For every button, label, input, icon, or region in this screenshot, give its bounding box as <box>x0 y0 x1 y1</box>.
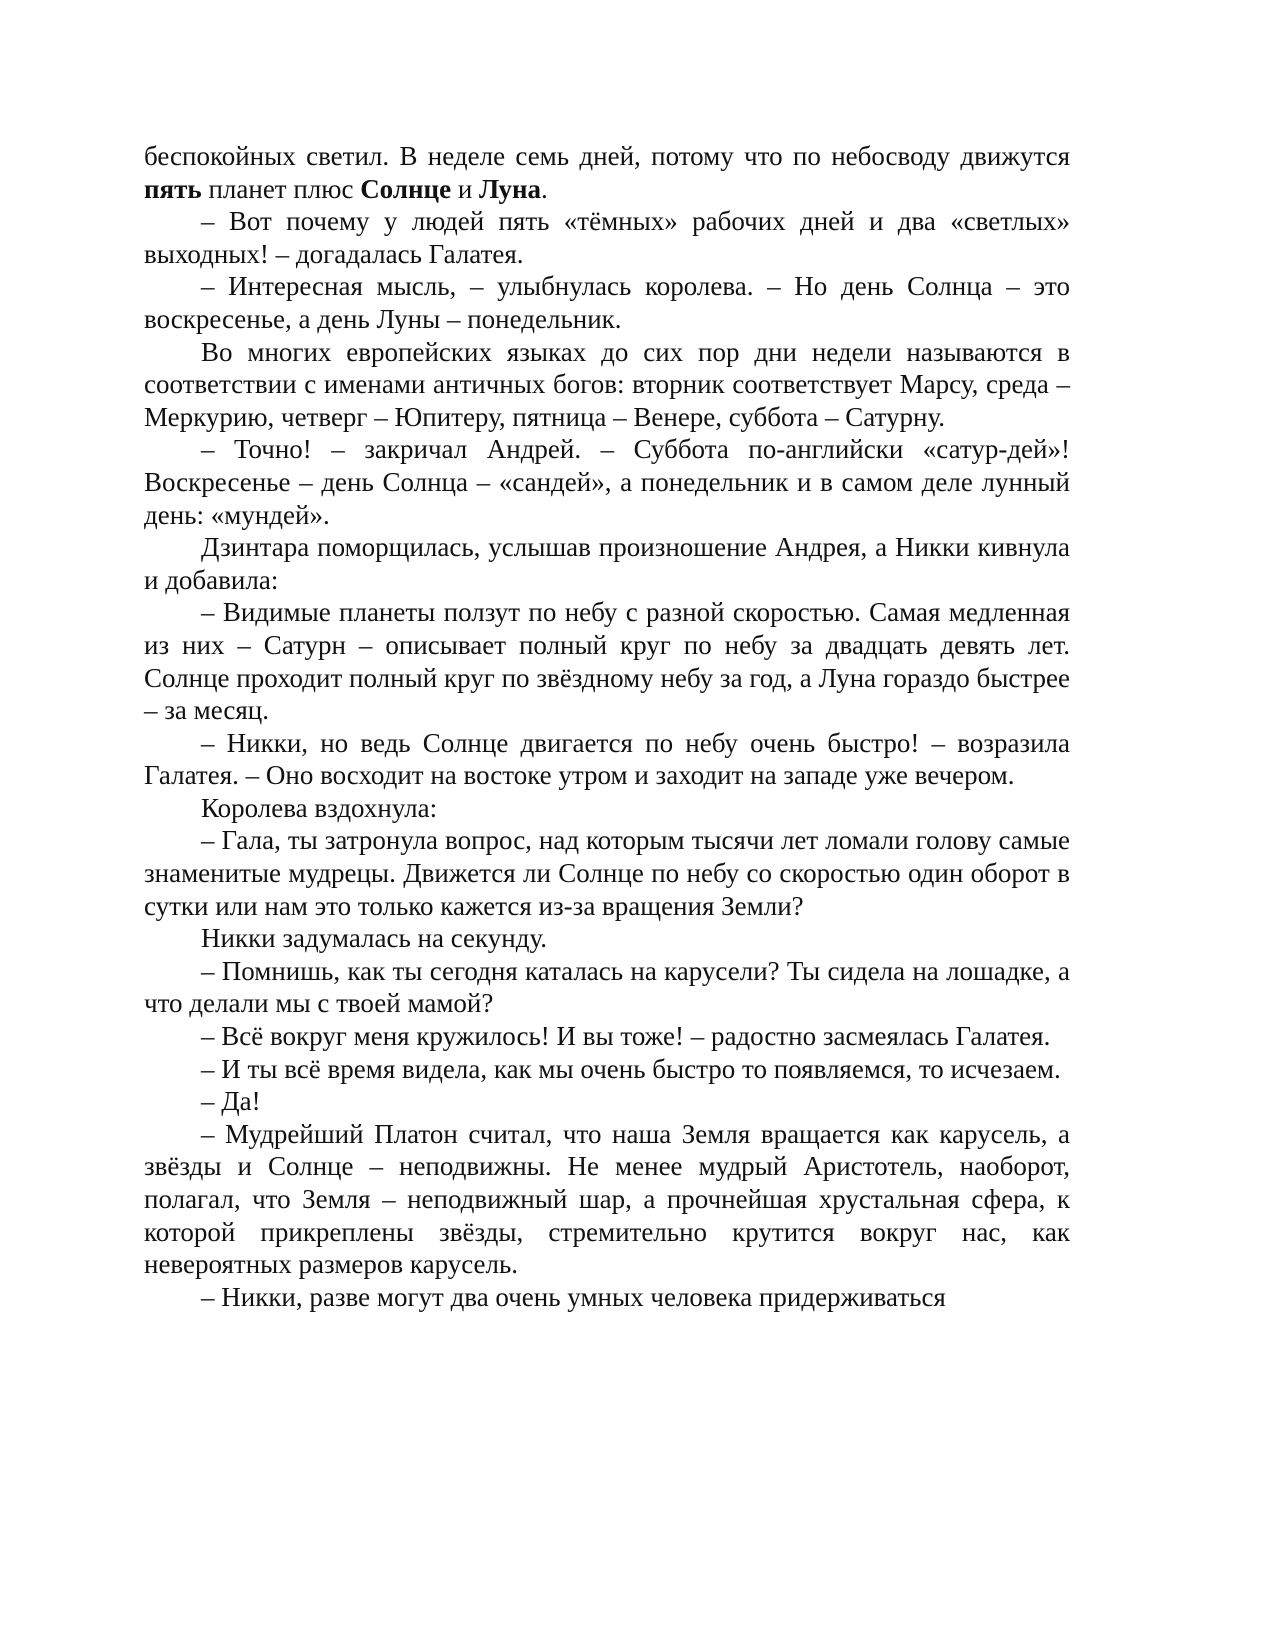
bold-run-five: пять <box>144 173 202 204</box>
paragraph-11: Никки задумалась на секунду. <box>201 923 547 954</box>
document-page <box>144 140 1070 1313</box>
paragraph-13: – Всё вокруг меня кружилось! И вы тоже! – радостно засмеялась Галатея. <box>201 1021 1051 1052</box>
bold-run-moon: Луна <box>479 173 542 204</box>
text-run: планет плюс <box>201 173 361 204</box>
paragraph-9: Королева вздохнула: <box>201 792 438 823</box>
paragraph-3: – Интересная мысль, – улыбнулась королева. – Но день Солнца – это воскресенье, а день Луны – понедельник. <box>144 271 1070 334</box>
paragraph-16: – Мудрейший Платон считал, что наша Земля вращается как карусель, а звёзды и Солнце – неподвижны. Не менее мудрый Аристотель, наоборот, полагал, что Земля – неподвижный шар, а прочнейшая хрустальная сфера, к которой прикреплены звёзды, стремительно крутится вокруг нас, как невероятных размеров карусель. <box>144 1118 1070 1280</box>
paragraph-2: – Вот почему у людей пять «тёмных» рабочих дней и два «светлых» выходных! – догадалась Галатея. <box>144 206 1070 269</box>
bold-run-sun: Солнце <box>360 173 452 204</box>
paragraph-6: Дзинтара поморщилась, услышав произношение Андрея, а Никки кивнула и добавила: <box>144 532 1070 595</box>
text-run: беспокойных светил. В неделе семь дней, потому что по небосводу движутся <box>144 141 1070 171</box>
text-run: . <box>541 173 548 204</box>
text-run: и <box>451 173 480 204</box>
paragraph-5: – Точно! – закричал Андрей. – Суббота по-английски «сатур-дей»! Воскресенье – день Солнца – «сандей», а понедельник и в самом деле лунный день: «мундей». <box>144 434 1070 530</box>
paragraph-7: – Видимые планеты ползут по небу с разной скоростью. Самая медленная из них – Сатурн – описывает полный круг по небу за двадцать девять лет. Солнце проходит полный круг по звёздному небу за год, а Луна гораздо быстрее – за месяц. <box>144 597 1070 726</box>
paragraph-10: – Гала, ты затронула вопрос, над которым тысячи лет ломали голову самые знаменитые мудрецы. Движется ли Солнце по небу со скоростью один оборот в сутки или нам это только кажется из-за вращения Земли? <box>144 825 1070 921</box>
paragraph-15: – Да! <box>201 1086 261 1117</box>
paragraph-4: Во многих европейских языках до сих пор дни недели называются в соответствии с именами античных богов: вторник соответствует Марсу, среда – Меркурию, четверг – Юпитеру, пятница – Венере, суббота – Сатурну. <box>144 336 1070 432</box>
paragraph-12: – Помнишь, как ты сегодня каталась на карусели? Ты сидела на лошадке, а что делали мы с твоей мамой? <box>144 955 1070 1019</box>
paragraph-1 <box>144 140 1070 205</box>
paragraph-17: – Никки, разве могут два очень умных человека придерживаться <box>201 1281 946 1312</box>
paragraph-14: – И ты всё время видела, как мы очень быстро то появляемся, то исчезаем. <box>201 1053 1061 1084</box>
paragraph-8: – Никки, но ведь Солнце двигается по небу очень быстро! – возразила Галатея. – Оно восходит на востоке утром и заходит на западе уже вечером. <box>144 727 1070 791</box>
